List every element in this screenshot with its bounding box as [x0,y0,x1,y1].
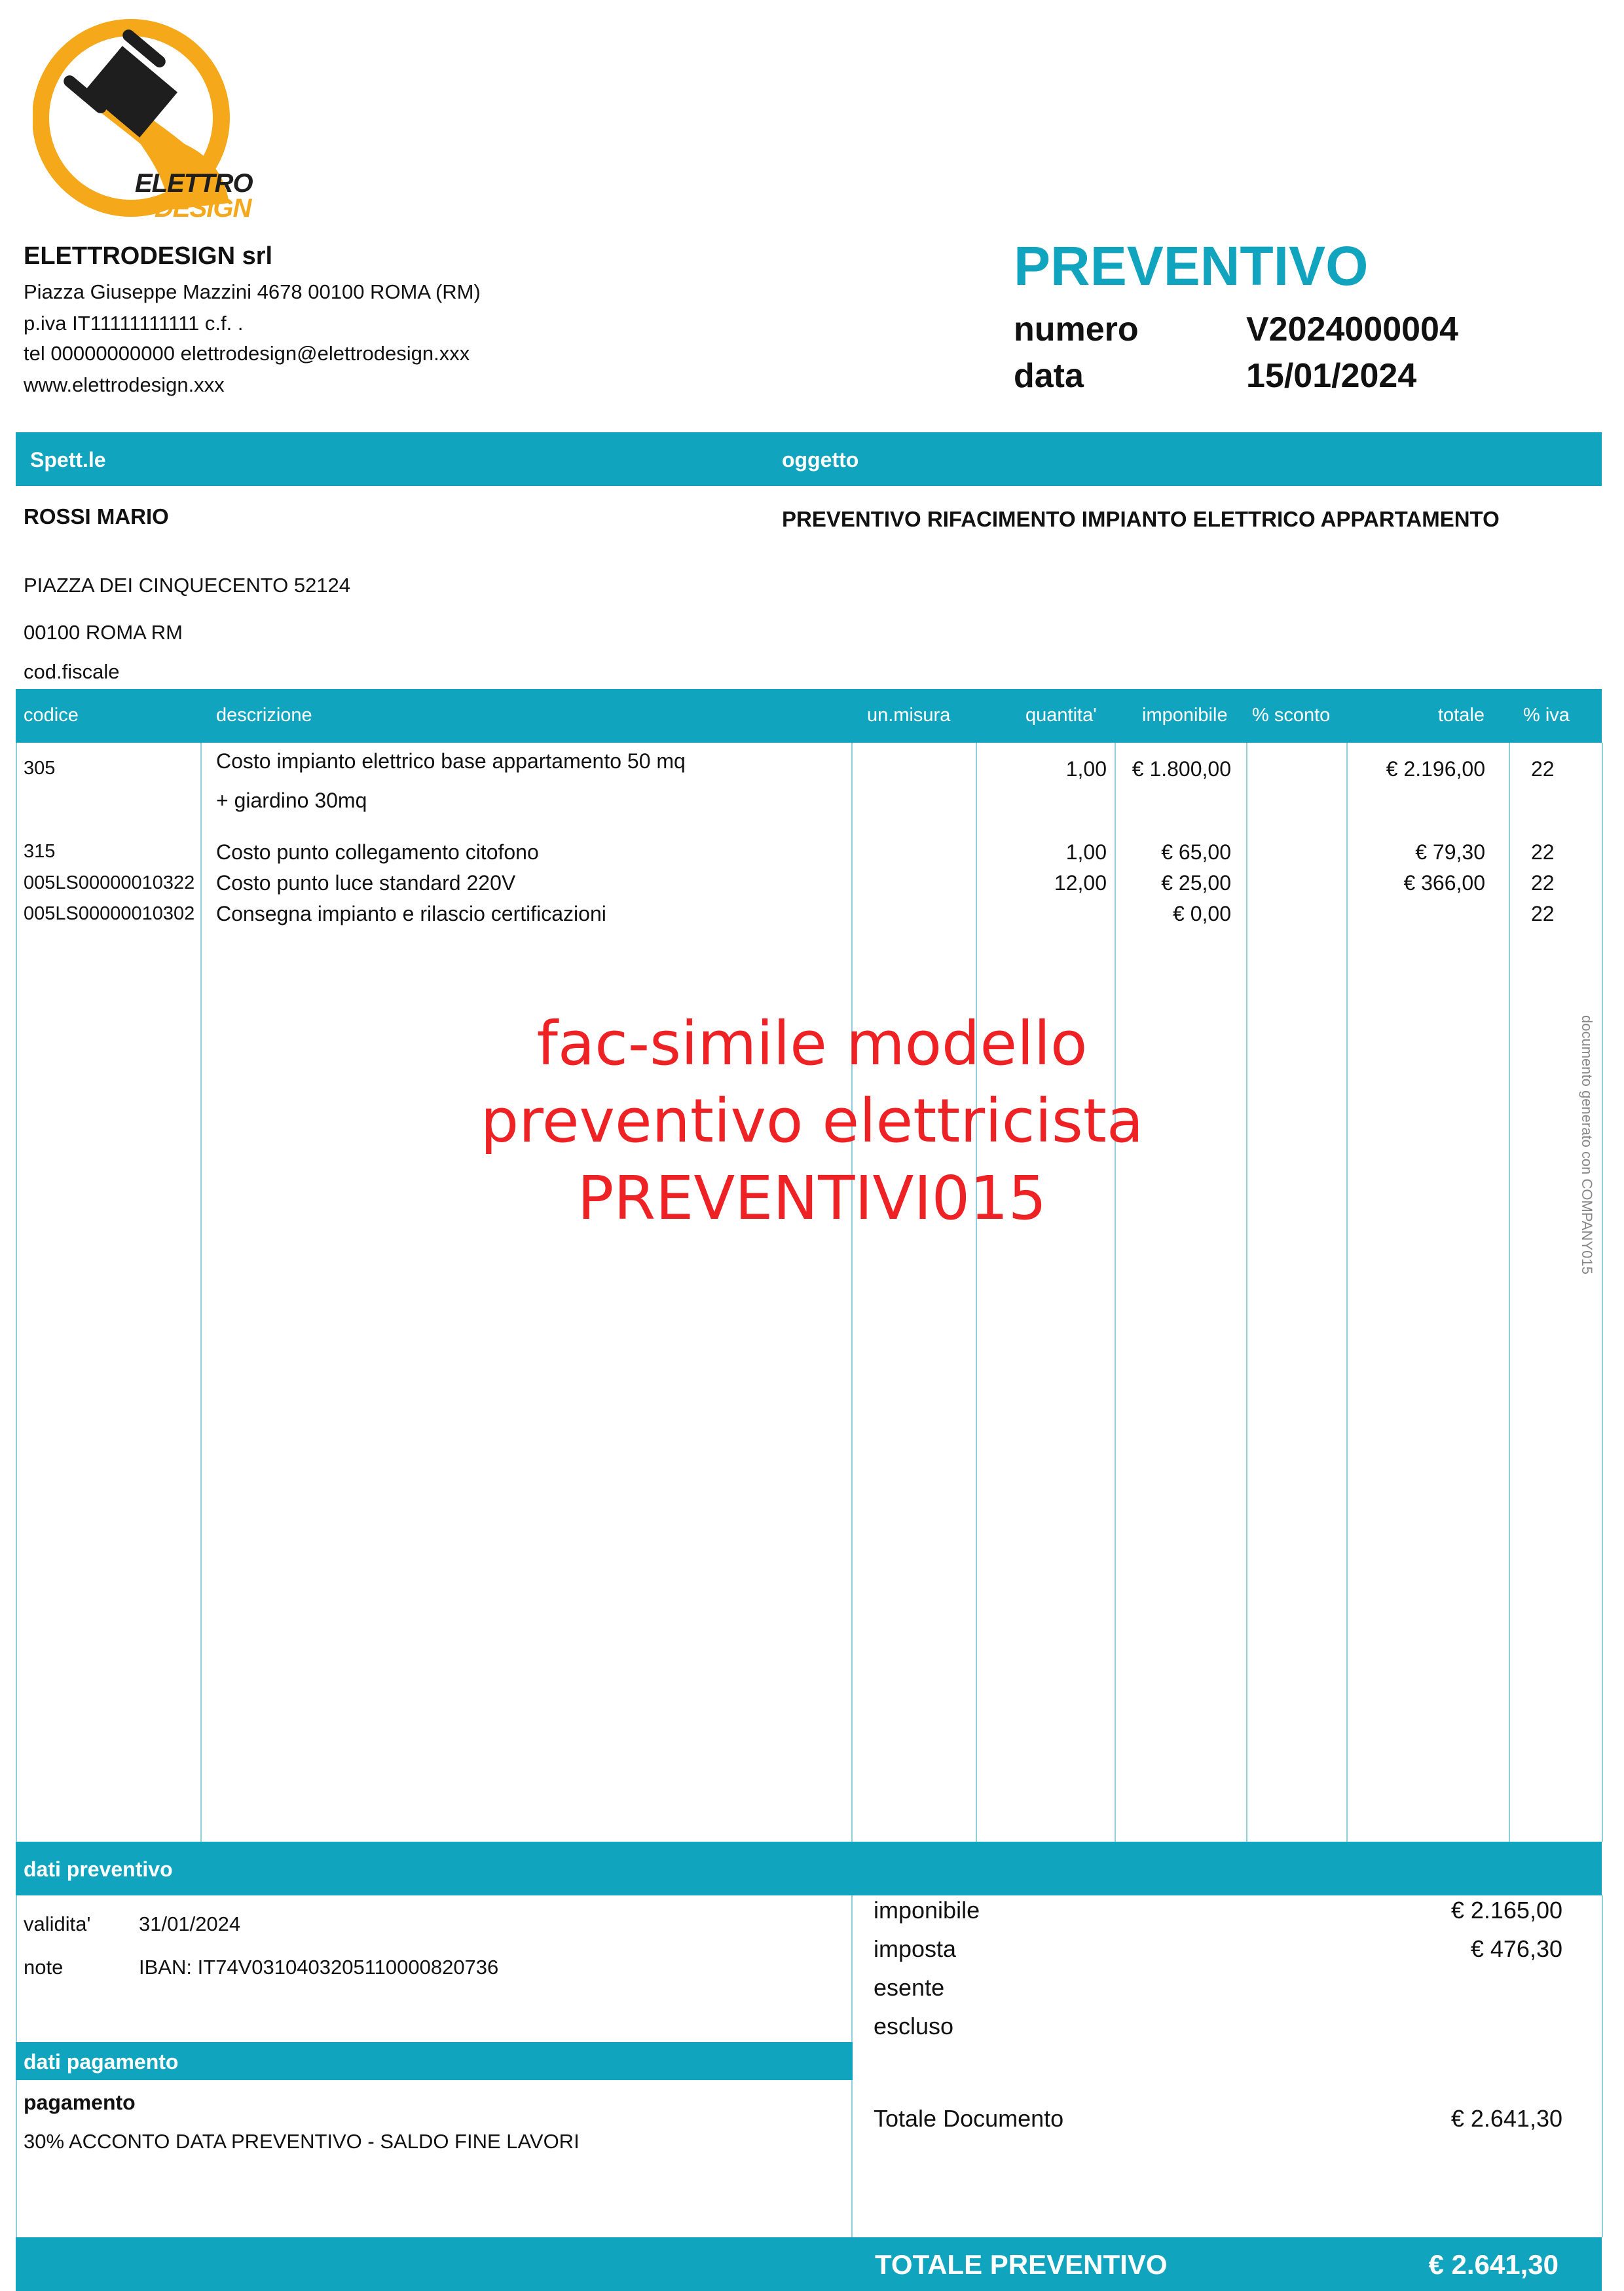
row-description-continued: + giardino 30mq [216,789,367,812]
items-table-header [16,689,1602,743]
row-quantity: 12,00 [1054,871,1107,895]
logo-text-bottom: DESIGN [155,194,251,223]
subject-header-label: oggetto [782,448,859,472]
column-divider [1509,743,1510,1842]
payment-terms: 30% ACCONTO DATA PREVENTIVO - SALDO FINE LAVORI [24,2130,580,2153]
row-code: 005LS00000010302 [24,903,195,924]
grand-total-label: TOTALE PREVENTIVO [875,2249,1168,2280]
row-code: 315 [24,841,56,862]
row-description: Costo punto collegamento citofono [216,840,539,864]
payment-header-bar [16,2042,853,2080]
watermark-line2: preventivo elettricista [480,1086,1144,1156]
company-website: www.elettrodesign.xxx [24,373,225,396]
company-contacts: tel 00000000000 elettrodesign@elettrodesign.xxx [24,342,470,365]
client-header-label: Spett.le [30,448,106,472]
watermark-line1: fac-simile modello [536,1009,1088,1079]
col-header-total: totale [1438,705,1485,726]
row-quantity: 1,00 [1065,757,1107,781]
quote-subject: PREVENTIVO RIFACIMENTO IMPIANTO ELETTRICO APPARTAMENTO [782,507,1500,531]
row-description: Consegna impianto e rilascio certificazioni [216,902,606,925]
row-total: € 79,30 [1415,840,1485,864]
quote-data-header-bar [16,1842,1602,1895]
totals-exempt-label: esente [874,1974,945,2001]
logo-text-top: ELETTRO [135,169,253,198]
column-divider [1115,743,1116,1842]
column-divider [976,743,977,1842]
row-vat: 22 [1531,871,1555,895]
company-vat: p.iva IT11111111111 c.f. . [24,312,244,335]
document-total-label: Totale Documento [874,2105,1064,2132]
client-header-bar [16,432,1602,486]
row-description: Costo impianto elettrico base appartamento 50 mq [216,749,686,773]
client-name: ROSSI MARIO [24,504,169,529]
totals-taxable-label: imponibile [874,1897,980,1924]
row-description: Costo punto luce standard 220V [216,871,516,895]
col-header-description: descrizione [216,705,312,726]
payment-label: pagamento [24,2091,136,2114]
row-vat: 22 [1531,902,1555,925]
company-logo [33,13,268,236]
totals-excluded-label: escluso [874,2013,954,2040]
document-number-label: numero [1014,310,1139,348]
totals-taxable: € 2.165,00 [1450,1897,1562,1924]
watermark-line3: PREVENTIVI015 [577,1163,1047,1233]
row-code: 005LS00000010322 [24,872,195,893]
row-vat: 22 [1531,757,1555,781]
col-header-quantity: quantita' [1025,705,1097,726]
validity-label: validita' [24,1912,91,1935]
quote-data-header: dati preventivo [24,1857,173,1881]
totals-tax: € 476,30 [1470,1935,1562,1962]
notes-iban: IBAN: IT74V0310403205110000820736 [139,1956,499,1979]
client-tax-code-label: cod.fiscale [24,660,120,683]
column-divider [851,743,853,1842]
col-header-vat: % iva [1523,705,1570,726]
client-address-line1: PIAZZA DEI CINQUECENTO 52124 [24,574,351,597]
row-code: 305 [24,758,56,779]
row-quantity: 1,00 [1065,840,1107,864]
company-name: ELETTRODESIGN srl [24,242,273,270]
side-note [1572,1015,1598,1369]
document-total: € 2.641,30 [1450,2105,1562,2132]
row-total: € 2.196,00 [1386,757,1485,781]
document-number: V2024000004 [1246,310,1458,348]
document-title: PREVENTIVO [1014,235,1369,297]
column-divider [1246,743,1247,1842]
col-header-code: codice [24,705,79,726]
col-header-taxable: imponibile [1142,705,1228,726]
col-header-discount: % sconto [1252,705,1331,726]
grand-total-bar [16,2237,1602,2291]
row-taxable: € 0,00 [1173,902,1231,925]
document-date-label: data [1014,357,1084,395]
row-vat: 22 [1531,840,1555,864]
client-address-line2: 00100 ROMA RM [24,621,183,644]
column-divider [1346,743,1348,1842]
totals-tax-label: imposta [874,1935,957,1962]
company-address: Piazza Giuseppe Mazzini 4678 00100 ROMA (RM) [24,280,481,303]
document-date: 15/01/2024 [1246,357,1417,395]
row-total: € 366,00 [1403,871,1485,895]
column-divider [200,743,202,1842]
notes-label: note [24,1956,64,1979]
col-header-unit: un.misura [867,705,951,726]
side-note-text: documento generato con COMPANY015 [1579,1015,1595,1275]
row-taxable: € 25,00 [1161,871,1231,895]
validity-date: 31/01/2024 [139,1912,241,1935]
row-taxable: € 1.800,00 [1132,757,1231,781]
payment-header: dati pagamento [24,2050,179,2074]
grand-total: € 2.641,30 [1428,2249,1559,2280]
row-taxable: € 65,00 [1161,840,1231,864]
